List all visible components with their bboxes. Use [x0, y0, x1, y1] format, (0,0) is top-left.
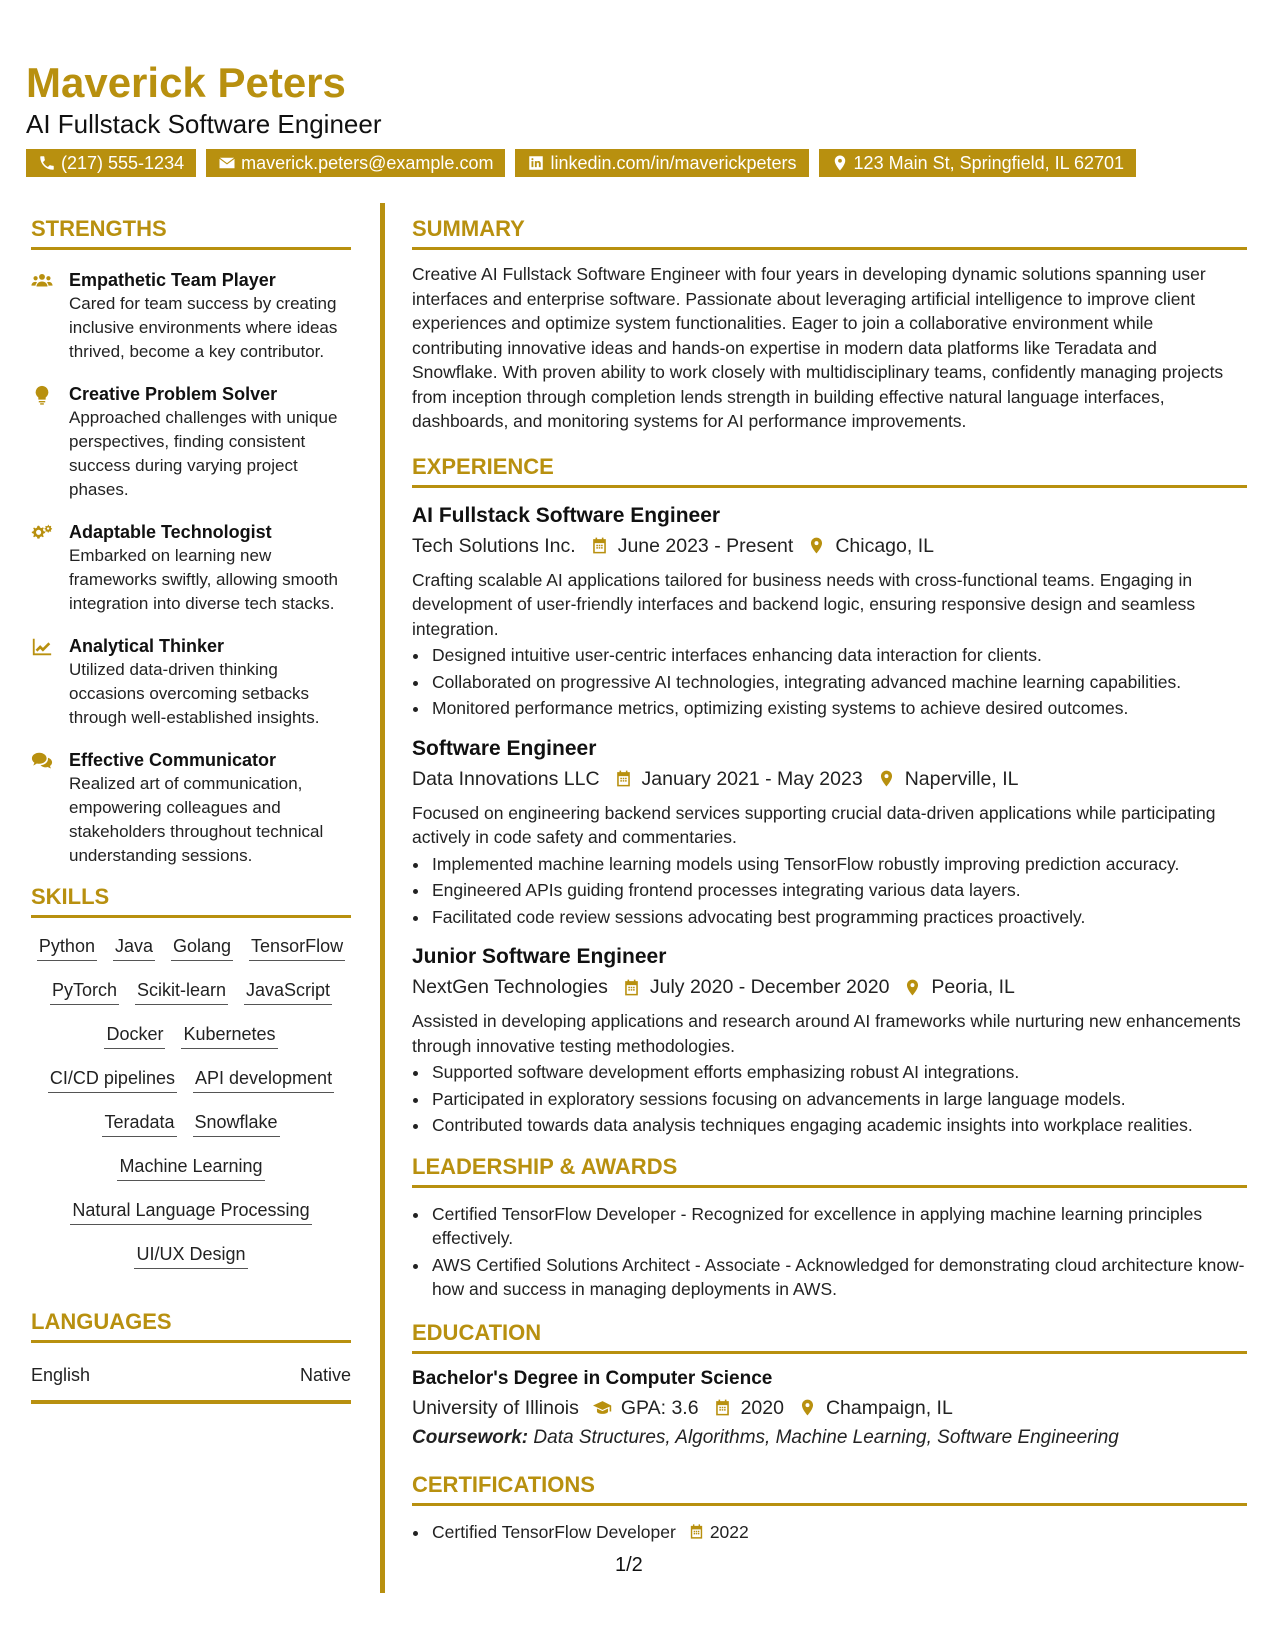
- coursework-label: Coursework:: [412, 1426, 529, 1448]
- envelope-icon: [218, 154, 236, 172]
- skills-heading: SKILLS: [31, 886, 351, 918]
- certification-year: 2022: [709, 1521, 749, 1542]
- job-dates: July 2020 - December 2020: [649, 976, 890, 998]
- certifications-heading: CERTIFICATIONS: [412, 1474, 1247, 1506]
- list-item: • Certified TensorFlow Developer - Recognized for excellence in applying machine learning principles effectively.: [430, 1202, 1247, 1251]
- skill-tag: Kubernetes: [181, 1022, 277, 1049]
- summary-heading: SUMMARY: [412, 218, 1247, 250]
- list-item: • Contributed towards data analysis techniques engaging academic insights into workplace realities.: [430, 1113, 1247, 1138]
- gears-icon: [31, 522, 53, 544]
- contact-phone[interactable]: [26, 149, 196, 177]
- job-meta: [412, 973, 1247, 1001]
- list-item: • Collaborated on progressive AI technologies, integrating advanced machine learning capabilities.: [430, 670, 1247, 695]
- job-desc: Focused on engineering backend services supporting crucial data-driven applications while participating actively in code safety and commentaries.: [412, 802, 1216, 847]
- skill-tag: API development: [193, 1066, 334, 1093]
- list-item: • Facilitated code review sessions advocating best programming practices proactively.: [430, 905, 1247, 930]
- strength-desc: Utilized data-driven thinking occasions overcoming setbacks through well-established insights.: [69, 660, 320, 727]
- job-location: Naperville, IL: [904, 767, 1019, 790]
- strength-item: [31, 268, 351, 364]
- job-dates: June 2023 - Present: [617, 534, 794, 557]
- right-column: [412, 218, 1247, 1546]
- strength-title: Creative Problem Solver: [69, 384, 278, 404]
- skill-tag: Scikit-learn: [135, 978, 228, 1005]
- lightbulb-icon: [31, 384, 53, 406]
- graduation-cap-icon: [593, 1398, 612, 1417]
- education-heading: EDUCATION: [412, 1322, 1247, 1354]
- contact-email-text: maverick.peters@example.com: [241, 152, 494, 173]
- list-item: • Designed intuitive user-centric interfaces enhancing data interaction for clients.: [430, 643, 1247, 668]
- chart-line-icon: [31, 636, 53, 658]
- linkedin-icon: [527, 154, 545, 172]
- contact-linkedin[interactable]: [515, 149, 808, 177]
- strength-title: Analytical Thinker: [69, 636, 225, 656]
- job-meta: [412, 532, 1247, 560]
- strengths-list: [31, 268, 351, 868]
- job-entry: [412, 502, 1247, 721]
- strength-item: [31, 382, 351, 502]
- location-icon: [877, 769, 896, 788]
- job-entry: [412, 735, 1247, 930]
- contact-phone-text: (217) 555-1234: [61, 152, 185, 173]
- users-icon: [31, 270, 53, 292]
- list-item: • Engineered APIs guiding frontend processes integrating various data layers.: [430, 878, 1247, 903]
- resume-header: [26, 59, 1256, 177]
- job-bullets: [412, 852, 1247, 930]
- job-title: Software Engineer: [412, 736, 597, 760]
- skill-tag: TensorFlow: [249, 934, 345, 961]
- school-location: Champaign, IL: [825, 1396, 953, 1419]
- skill-tag: Natural Language Processing: [70, 1198, 311, 1225]
- calendar-icon: [688, 1523, 705, 1540]
- strength-desc: Realized art of communication, empowering colleagues and stakeholders throughout technical understanding sessions.: [69, 774, 324, 865]
- job-dates: January 2021 - May 2023: [641, 767, 863, 790]
- job-company: Tech Solutions Inc.: [412, 534, 576, 557]
- strength-desc: Cared for team success by creating inclusive environments where ideas thrived, become a key contributor.: [69, 294, 338, 361]
- contact-bar: [26, 149, 1256, 177]
- comments-icon: [31, 750, 53, 772]
- job-meta: [412, 765, 1247, 793]
- job-bullets: [412, 643, 1247, 721]
- skill-tag: CI/CD pipelines: [48, 1066, 177, 1093]
- contact-email[interactable]: [206, 149, 505, 177]
- contact-address: [819, 149, 1137, 177]
- job-company: Data Innovations LLC: [412, 767, 600, 790]
- phone-icon: [38, 154, 56, 172]
- page-number: 1/2: [615, 1554, 643, 1576]
- strength-desc: Approached challenges with unique perspectives, finding consistent success during varying project phases.: [69, 408, 338, 499]
- calendar-icon: [590, 536, 609, 555]
- strength-item: [31, 634, 351, 730]
- skill-tag: PyTorch: [50, 978, 119, 1005]
- coursework-list: Data Structures, Algorithms, Machine Learning, Software Engineering: [533, 1426, 1119, 1448]
- candidate-title: AI Fullstack Software Engineer: [26, 109, 382, 139]
- job-location: Peoria, IL: [931, 976, 1015, 998]
- skill-tag: JavaScript: [244, 978, 332, 1005]
- job-company: NextGen Technologies: [412, 976, 608, 998]
- strength-title: Effective Communicator: [69, 750, 277, 770]
- leadership-heading: LEADERSHIP & AWARDS: [412, 1156, 1247, 1188]
- language-item: [31, 1365, 351, 1404]
- skill-tag: Teradata: [102, 1110, 176, 1137]
- location-icon: [798, 1398, 817, 1417]
- list-item: • AWS Certified Solutions Architect - Associate - Acknowledged for demonstrating cloud architecture know-how and success in managing deployments in AWS.: [430, 1253, 1247, 1302]
- skill-tag: Snowflake: [193, 1110, 280, 1137]
- certification-name: • Certified TensorFlow Developer: [432, 1521, 676, 1542]
- languages-heading: LANGUAGES: [31, 1311, 351, 1343]
- language-name: English: [31, 1365, 91, 1385]
- skill-tag: Golang: [171, 934, 233, 961]
- list-item: [430, 1520, 1247, 1545]
- list-item: • Participated in exploratory sessions focusing on advancements in large language models.: [430, 1087, 1247, 1112]
- job-title: Junior Software Engineer: [412, 945, 667, 968]
- strength-desc: Embarked on learning new frameworks swiftly, allowing smooth integration into diverse tech stacks.: [69, 546, 338, 613]
- degree-title: Bachelor's Degree in Computer Science: [412, 1367, 773, 1389]
- job-desc: Crafting scalable AI applications tailored for business needs with cross-functional teams. Engaging in development of user-friendly interfaces and backend logic, ensuring responsive design and seamless integration.: [412, 569, 1196, 639]
- calendar-icon: [622, 978, 641, 997]
- location-icon: [831, 154, 849, 172]
- skill-tag: Java: [113, 934, 155, 961]
- list-item: • Implemented machine learning models using TensorFlow robustly improving prediction accuracy.: [430, 852, 1247, 877]
- strength-item: [31, 520, 351, 616]
- job-entry: [412, 943, 1247, 1138]
- candidate-name: Maverick Peters: [26, 59, 346, 106]
- strength-title: Empathetic Team Player: [69, 270, 276, 290]
- skill-tag: Machine Learning: [117, 1154, 264, 1181]
- list-item: • Supported software development efforts emphasizing robust AI integrations.: [430, 1060, 1247, 1085]
- summary-text: Creative AI Fullstack Software Engineer with four years in developing dynamic solutions spanning user interfaces and enterprise software. Passionate about leveraging artificial intelligence to improve client experiences and optimize system functionalities. Eager to join a collaborative environment while contributing innovative ideas and hands-on expertise in modern data platforms like Teradata and Snowflake. With proven ability to work closely with multidisciplinary teams, confidently managing projects from inception through completion lends strength in building effective natural language interfaces, dashboards, and monitoring systems for AI performance improvements.: [412, 264, 1224, 431]
- school-name: University of Illinois: [412, 1396, 579, 1419]
- calendar-icon: [713, 1398, 732, 1417]
- contact-address-text: 123 Main St, Springfield, IL 62701: [853, 152, 1125, 173]
- gpa: GPA: 3.6: [620, 1396, 699, 1419]
- column-divider: [380, 203, 385, 1593]
- strength-title: Adaptable Technologist: [69, 522, 272, 542]
- certifications-list: [412, 1520, 1247, 1545]
- location-icon: [903, 978, 922, 997]
- skill-tag: UI/UX Design: [134, 1242, 247, 1269]
- left-column: [31, 218, 351, 1404]
- leadership-list: [412, 1202, 1247, 1302]
- education-meta: [412, 1394, 1247, 1422]
- contact-linkedin-text: linkedin.com/in/maverickpeters: [550, 152, 797, 173]
- list-item: • Monitored performance metrics, optimizing existing systems to achieve desired outcomes.: [430, 696, 1247, 721]
- skill-tag: Docker: [104, 1022, 165, 1049]
- experience-heading: EXPERIENCE: [412, 456, 1247, 488]
- skill-tag: Python: [37, 934, 97, 961]
- calendar-icon: [614, 769, 633, 788]
- location-icon: [807, 536, 826, 555]
- job-title: AI Fullstack Software Engineer: [412, 503, 721, 527]
- coursework: [412, 1424, 1247, 1452]
- graduation-year: 2020: [740, 1396, 784, 1419]
- job-location: Chicago, IL: [835, 534, 934, 557]
- strengths-heading: STRENGTHS: [31, 218, 351, 250]
- job-desc: Assisted in developing applications and research around AI frameworks while nurturing new enhancements through innovative testing methodologies.: [412, 1011, 1241, 1056]
- strength-item: [31, 748, 351, 868]
- job-bullets: [412, 1060, 1247, 1138]
- language-level: Native: [299, 1365, 351, 1385]
- skills-list: [31, 934, 351, 1269]
